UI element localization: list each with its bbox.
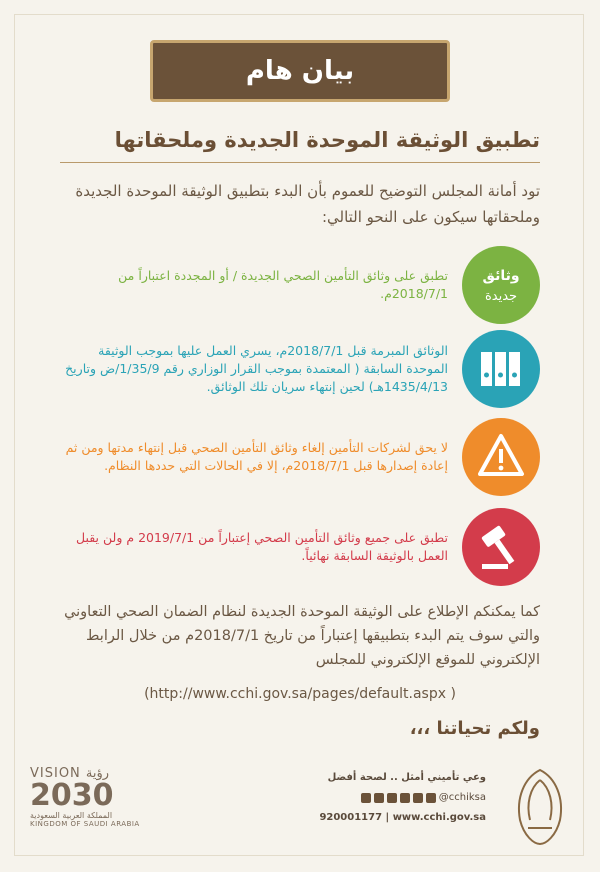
icon-label-2: جديدة bbox=[484, 289, 518, 304]
new-documents-icon bbox=[462, 246, 540, 324]
item-text bbox=[53, 418, 448, 496]
closing-paragraph: كما يمكنكم الإطلاع على الوثيقة الموحدة الجديدة لنظام الضمان الصحي التعاوني والتي سوف يتم البدء بتطبيقها إعتباراً من تاريخ 2018/7/1م من خلال الرابط الإلكتروني للموقع الإلكتروني للمجلس bbox=[64, 604, 540, 668]
cchi-contact-block bbox=[256, 768, 486, 828]
linkedin-icon[interactable] bbox=[426, 793, 436, 803]
phone-number: 920001177 bbox=[319, 812, 383, 823]
item-text bbox=[53, 330, 448, 408]
warning-icon bbox=[462, 418, 540, 496]
snapchat-icon[interactable] bbox=[361, 793, 371, 803]
youtube-icon[interactable] bbox=[374, 793, 384, 803]
website-link[interactable]: www.cchi.gov.sa bbox=[392, 812, 486, 823]
regards-text: ولكم تحياتنا ،،، bbox=[409, 718, 540, 739]
item-text-4: تطبق على جميع وثائق التأمين الصحي إعتباراً من 2019/7/1 م ولن يقبل العمل بالوثيقة السابقة نهائياً. bbox=[76, 530, 448, 563]
gavel-icon bbox=[462, 508, 540, 586]
vision-year: 2030 bbox=[30, 778, 114, 813]
item-text bbox=[53, 508, 448, 586]
item-text-3: لا يحق لشركات التأمين إلغاء وثائق التأمين الصحي قبل إنتهاء مدتها ومن ثم إعادة إصدارها قبل 2018/7/1م، إلا في الحالات التي حددها النظام. bbox=[65, 440, 448, 473]
icon-label-1: وثائق bbox=[482, 268, 520, 284]
item-all-documents bbox=[60, 508, 540, 586]
twitter-icon[interactable] bbox=[400, 793, 410, 803]
vision-arabic: رؤية bbox=[85, 766, 110, 781]
page-title: تطبيق الوثيقة الموحدة الجديدة وملحقاتها bbox=[114, 128, 540, 152]
vision-2030-logo bbox=[30, 766, 140, 846]
vision-subtitle-en: KINGDOM OF SAUDI ARABIA bbox=[30, 820, 140, 828]
contact-line: 920001177 | www.cchi.gov.sa bbox=[319, 812, 486, 823]
announcement-badge bbox=[150, 40, 450, 102]
social-links bbox=[256, 788, 486, 808]
facebook-icon[interactable] bbox=[387, 793, 397, 803]
vision-subtitle-ar: المملكة العربية السعودية bbox=[30, 811, 113, 820]
social-handle[interactable]: @cchiksa bbox=[438, 792, 486, 803]
item-text bbox=[53, 246, 448, 324]
footer bbox=[14, 760, 586, 856]
item-text-2: الوثائق المبرمة قبل 2018/7/1م، يسري العمل عليها بموجب الوثيقة الموحدة السابقة ( المعتمدة بموجب القرار الوزاري رقم 1/35/9/ض وتاريخ 1435/4/13هـ) لحين إنتهاء سريان تلك الوثائق. bbox=[65, 343, 448, 394]
item-text-1: تطبق على وثائق التأمين الصحي الجديدة / أو المجددة اعتباراً من 2018/7/1م. bbox=[118, 268, 448, 301]
item-new-documents bbox=[60, 246, 540, 324]
intro-paragraph: تود أمانة المجلس التوضيح للعموم بأن البدء بتطبيق الوثيقة الموحدة الجديدة وملحقاتها سيكون على النحو التالي: bbox=[75, 182, 540, 226]
cchi-logo bbox=[504, 764, 576, 848]
instagram-icon[interactable] bbox=[413, 793, 423, 803]
item-cancellation-warning bbox=[60, 418, 540, 496]
binders-icon bbox=[462, 330, 540, 408]
cchi-link[interactable]: (http://www.cchi.gov.sa/pages/default.aspx ) bbox=[144, 686, 456, 702]
badge-label: بيان هام bbox=[245, 56, 355, 86]
vision-label: VISION bbox=[30, 766, 81, 781]
title-divider bbox=[60, 162, 540, 163]
slogan: وعي تأميني أمثل .. لصحة أفضل bbox=[327, 772, 486, 783]
item-previous-documents bbox=[60, 330, 540, 408]
